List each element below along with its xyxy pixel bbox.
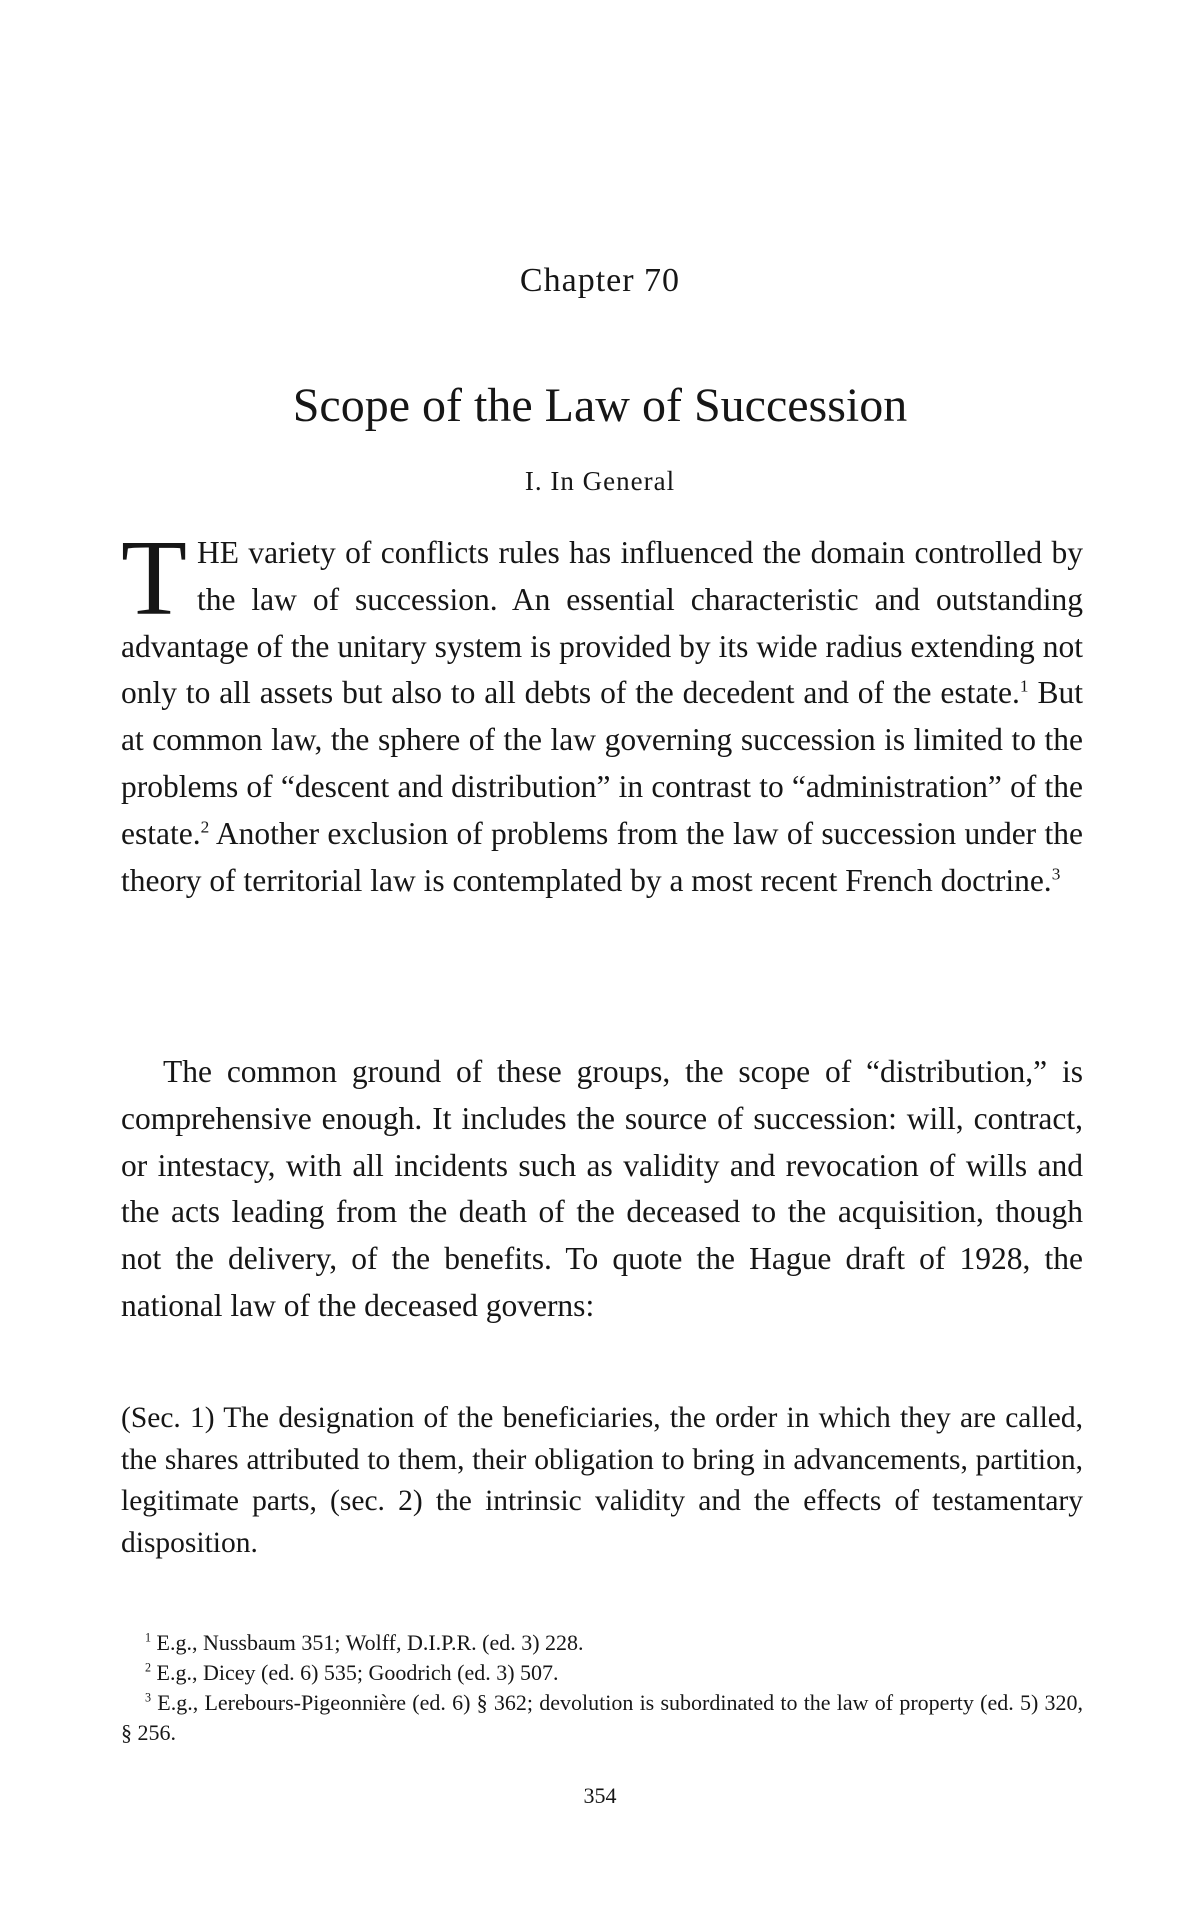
- paragraph-1-text-b: But at common law, the sphere of the law governing succession is limited to the problems of “descent and distribution” in contrast to “administration” of the estate.: [121, 675, 1083, 851]
- footnote-number: 2: [145, 1660, 152, 1675]
- footnote-text: E.g., Dicey (ed. 6) 535; Goodrich (ed. 3) 507.: [151, 1660, 559, 1685]
- chapter-heading: Chapter 70: [519, 262, 681, 299]
- drop-cap: T: [121, 519, 187, 638]
- footnote-2: [121, 1658, 1083, 1688]
- section-heading: I. In General: [524, 466, 676, 496]
- footnote-ref-3: 3: [1051, 864, 1061, 884]
- paragraph-2: The common ground of these groups, the scope of “distribution,” is comprehensive enough. It includes the source of succession: will, contract, or intestacy, with all incidents such as validity and revocation of wills and the acts leading from the death of the deceased to the acquisition, though not the delivery, of the benefits. To quote the Hague draft of 1928, the national law of the deceased governs:: [121, 1054, 1083, 1323]
- footnote-number: 1: [145, 1630, 152, 1645]
- footnote-text: E.g., Nussbaum 351; Wolff, D.I.P.R. (ed. 3) 228.: [151, 1630, 584, 1655]
- paragraph-1-text-a: HE variety of conflicts rules has influenced the domain controlled by the law of succession. An essential characteristic and outstanding advantage of the unitary system is provided by its wide radius extending not only to all assets but also to all debts of the decedent and of the estate.: [121, 535, 1083, 711]
- footnote-1: [121, 1628, 1083, 1658]
- paragraph-1: [121, 519, 1083, 904]
- paragraph-1-text-c: Another exclusion of problems from the law of succession under the theory of territorial law is contemplated by a most recent French doctrine.: [121, 815, 1083, 898]
- footnote-text: E.g., Lerebours-Pigeonnière (ed. 6) § 362; devolution is subordinated to the law of property (ed. 5) 320, § 256.: [121, 1690, 1083, 1745]
- footnote-ref-2: 2: [200, 817, 210, 837]
- footnote-ref-1: 1: [1019, 676, 1029, 696]
- footnote-3: [121, 1688, 1083, 1748]
- page-title: Scope of the Law of Succession: [292, 379, 908, 432]
- block-quote: (Sec. 1) The designation of the beneficiaries, the order in which they are called, the shares attributed to them, their obligation to bring in advancements, partition, legitimate parts, (sec. 2) the intrinsic validity and the effects of testamentary disposition.: [121, 1402, 1083, 1559]
- page-number: 354: [583, 1783, 617, 1808]
- footnotes: [121, 1628, 1083, 1748]
- footnote-number: 3: [145, 1690, 152, 1705]
